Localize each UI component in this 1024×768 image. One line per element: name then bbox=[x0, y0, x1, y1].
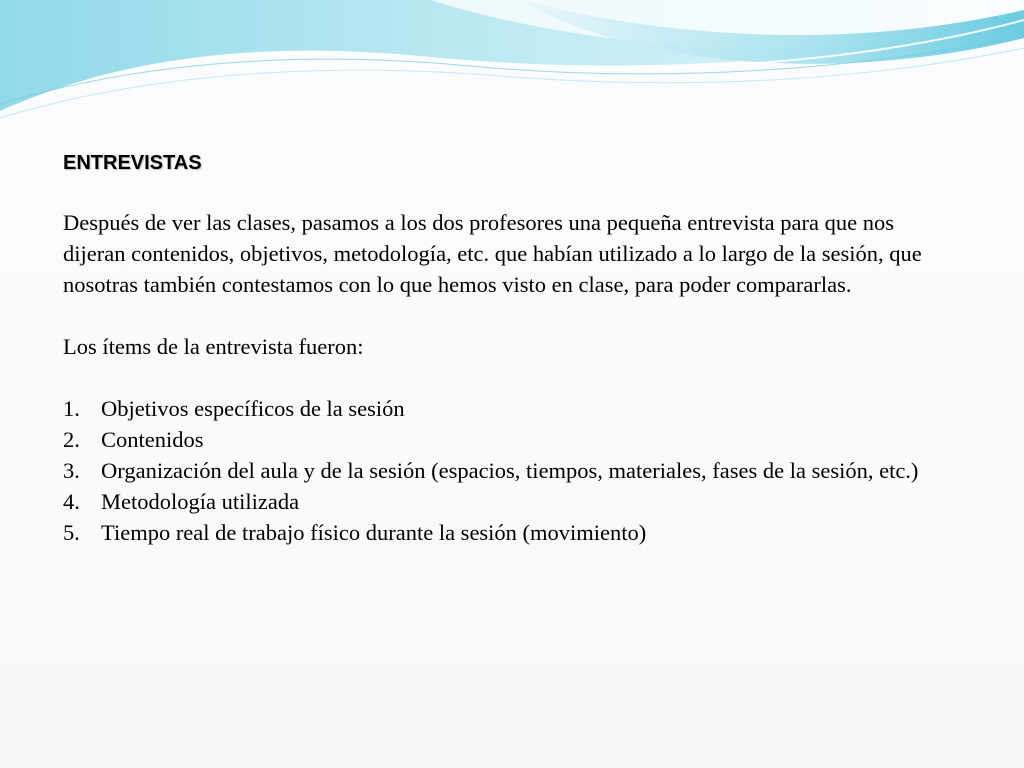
items-intro: Los ítems de la entrevista fueron: bbox=[63, 334, 364, 359]
item-text: Contenidos bbox=[101, 427, 204, 452]
slide-heading: ENTREVISTAS bbox=[63, 152, 202, 174]
slide-content bbox=[63, 149, 963, 548]
item-number: 2. bbox=[63, 427, 80, 452]
wave-decoration bbox=[0, 0, 1024, 130]
list-item bbox=[63, 517, 963, 548]
item-text: Objetivos específicos de la sesión bbox=[101, 396, 405, 421]
list-item bbox=[63, 486, 963, 517]
list-item bbox=[63, 424, 963, 455]
item-number: 1. bbox=[63, 396, 80, 421]
item-text: Organización del aula y de la sesión (espacios, tiempos, materiales, fases de la sesión, etc.) bbox=[101, 458, 919, 483]
body-paragraph: Después de ver las clases, pasamos a los dos profesores una pequeña entrevista para que nos dijeran contenidos, objetivos, metodología, etc. que habían utilizado a lo largo de la sesión, que nosotras también contestamos con lo que hemos visto en clase, para poder compararlas. bbox=[63, 210, 922, 297]
item-text: Tiempo real de trabajo físico durante la sesión (movimiento) bbox=[101, 520, 647, 545]
list-item bbox=[63, 455, 963, 486]
interview-items-list bbox=[63, 393, 963, 548]
list-item bbox=[63, 393, 963, 424]
item-number: 3. bbox=[63, 458, 80, 483]
item-number: 5. bbox=[63, 520, 80, 545]
item-number: 4. bbox=[63, 489, 80, 514]
item-text: Metodología utilizada bbox=[101, 489, 300, 514]
